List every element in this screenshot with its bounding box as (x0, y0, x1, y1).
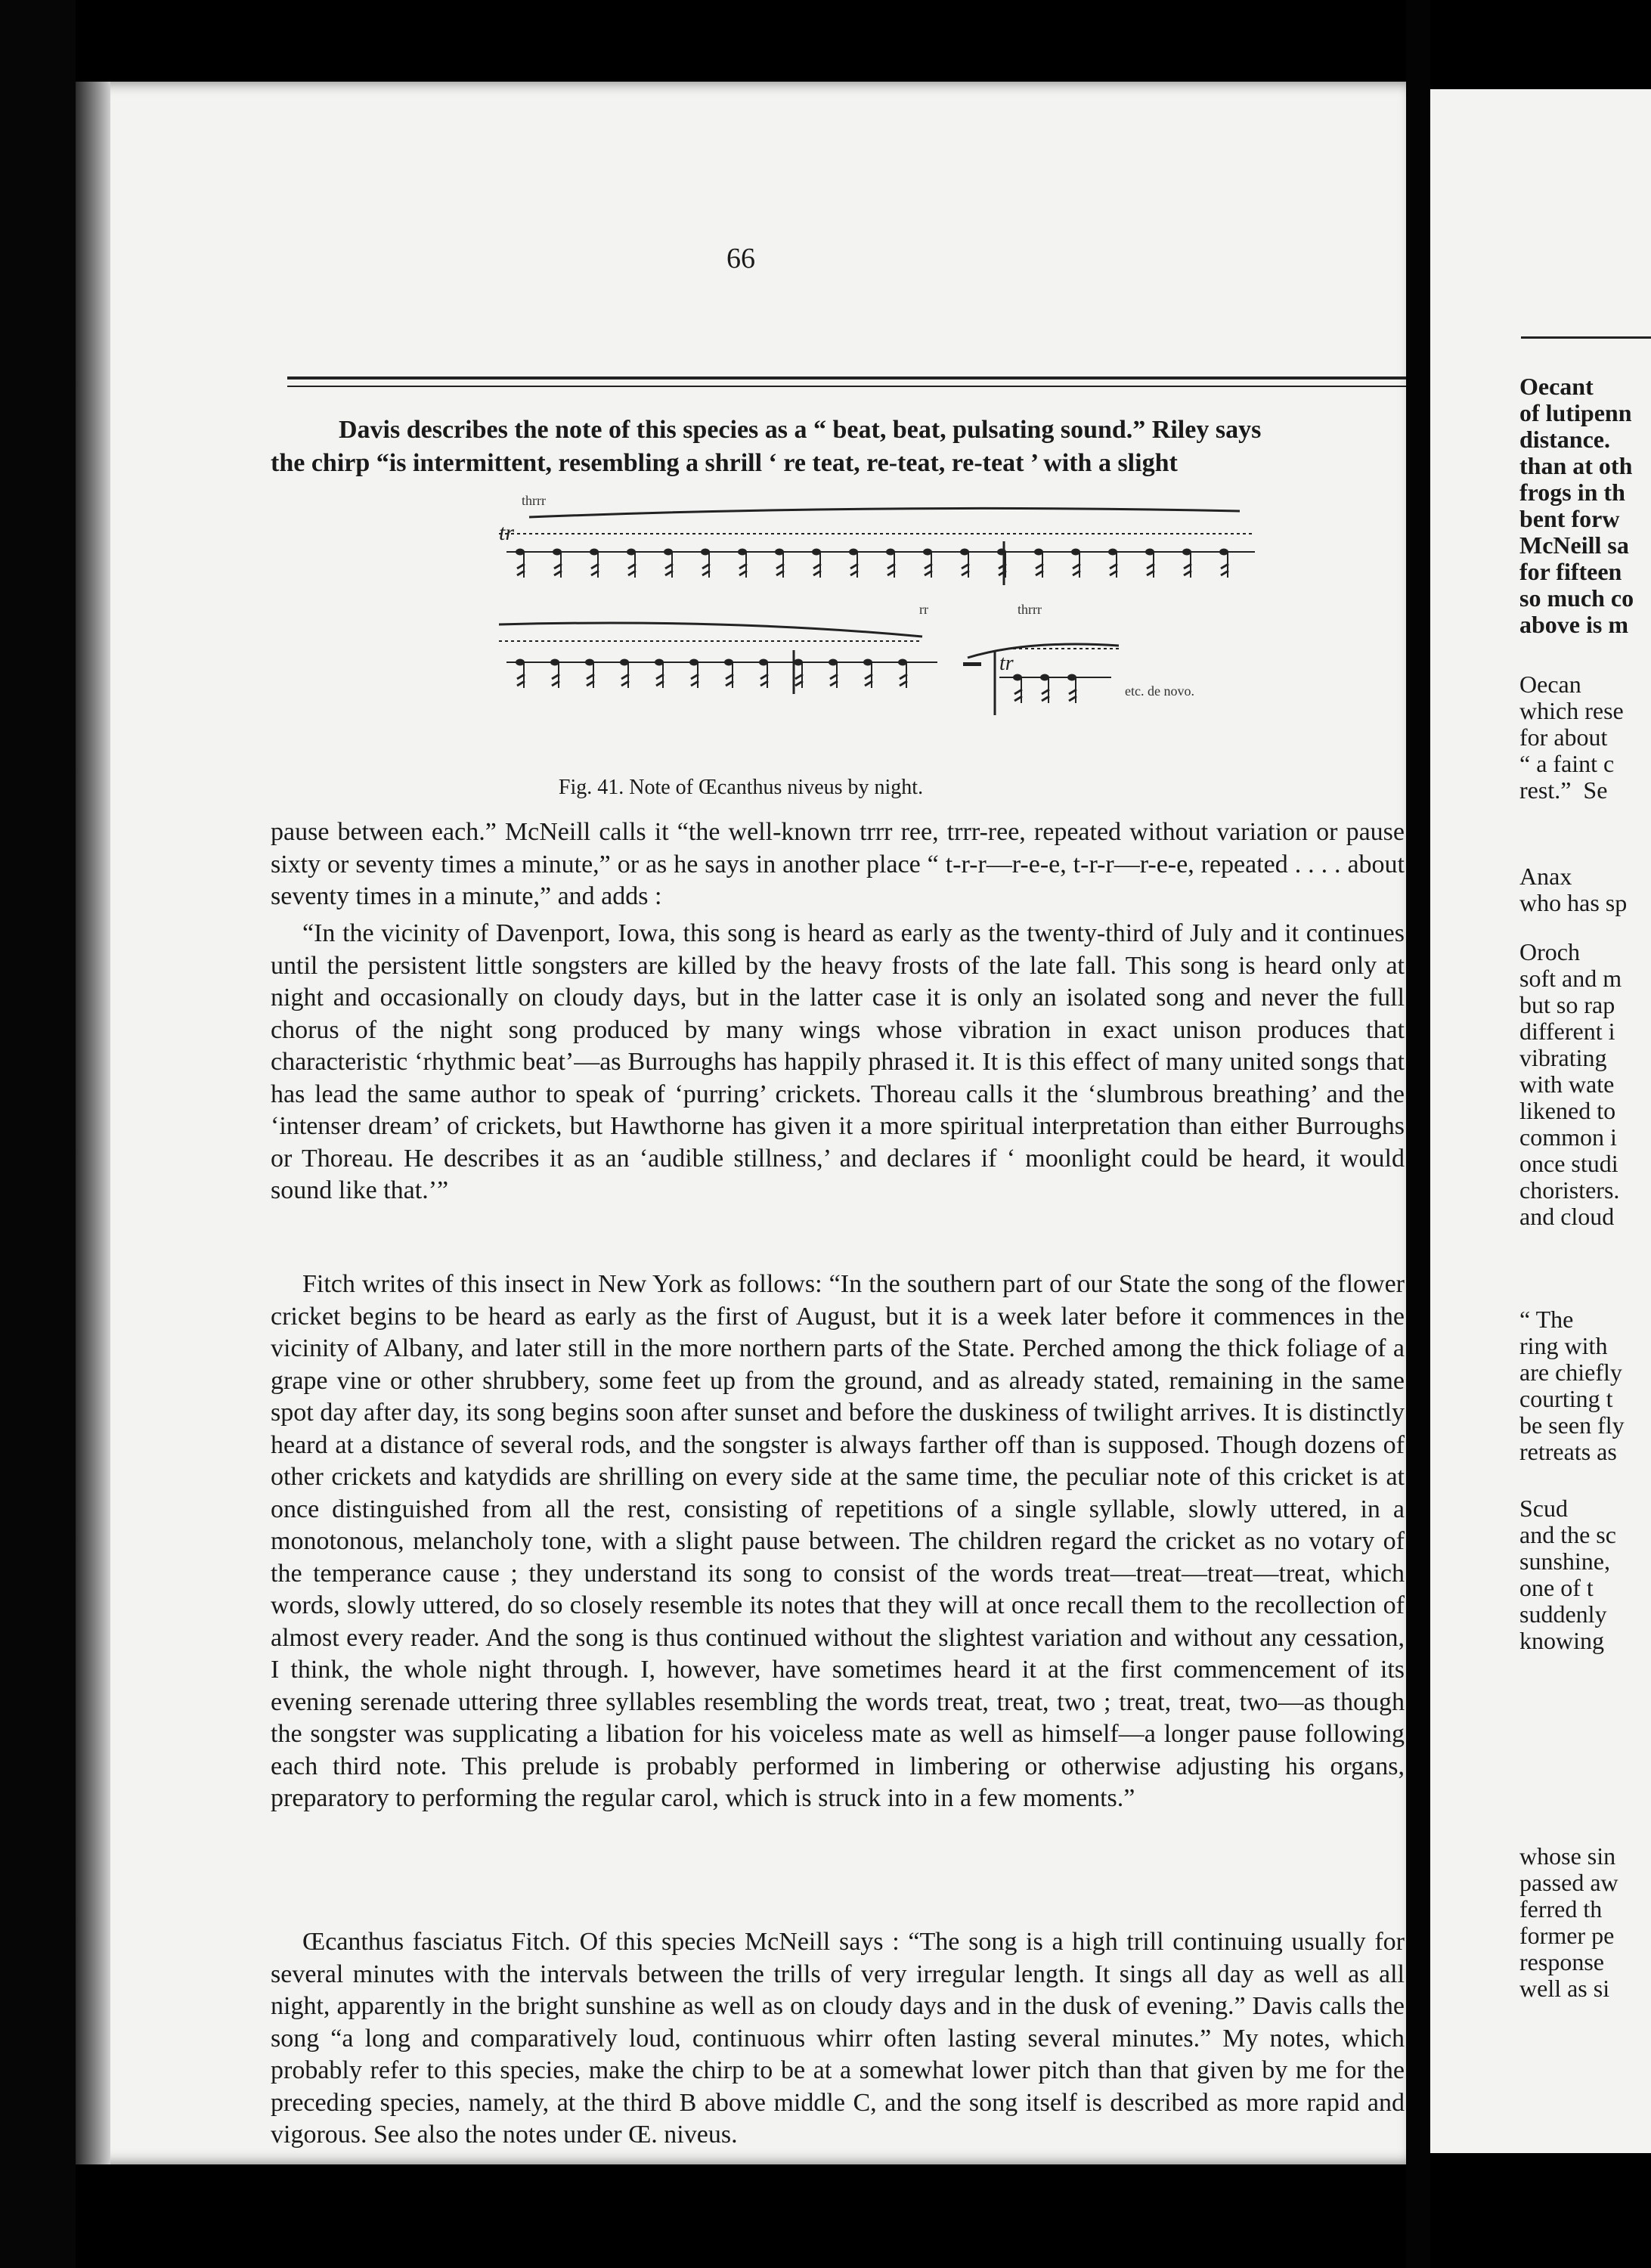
paragraph-2: “In the vicinity of Davenport, Iowa, this song is heard as early as the twenty-third of July and it continues until the persistent little songsters are killed by the heavy frosts of the late fall. This song is heard only at night and occasionally on cloudy days, but in the latter case it is only an isolated song and never the full chorus of the night song produced by many wings whose vibration in exact unison produces that characteristic ‘rhythmic beat’—as Burroughs has happily phrased it. It is this effect of many united songs that has lead the same author to speak of ‘purring’ crickets. Thoreau calls it the ‘slumbrous breathing’ and the ‘intenser dream’ of crickets, but Hawthorne has given it a more spiritual interpretation than either Burroughs or Thoreau. He describes it as an ‘audible stillness,’ and declares if ‘ moonlight could be heard, it would sound like that.’” (271, 919, 1405, 1204)
note (553, 549, 562, 578)
paragraph-1: pause between each.” McNeill calls it “the well-known trrr ree, trrr-ree, repeated without variation or pause sixty or seventy times a minute,” or as he says in another place “ t-r-r—r-e-e, t-r-r—r-e-e, repeated . . . . about seventy times in a minute,” and adds : (271, 818, 1405, 910)
note-row-2 (506, 650, 1111, 715)
note (923, 549, 932, 578)
right-block-4: Oroch soft and m but so rap different i vibrating with wate likened to common i once studi choristers. and cloud (1519, 938, 1622, 1230)
note (627, 549, 636, 578)
note (585, 659, 594, 689)
trill-slur-2 (499, 623, 922, 637)
note (516, 549, 525, 578)
note (689, 659, 698, 689)
note (701, 549, 710, 578)
musical-notation-figure (499, 488, 1330, 761)
note-row-1 (506, 541, 1255, 585)
book-spine-shadow (76, 82, 110, 2164)
right-block-1: Oecant of lutipenn distance. than at oth frogs in th bent forw McNeill sa for fifteen so much co above is m (1519, 373, 1634, 638)
intro-line-2: the chirp “is intermittent, resembling a shrill ‘ re teat, re-teat, re-teat ’ with a slight (271, 449, 1178, 477)
note (794, 659, 803, 689)
note (829, 659, 838, 689)
paragraph-3: Fitch writes of this insect in New York as follows: “In the southern part of our State the song of the flower cricket begins to be heard as early as the first of August, but it is a week later before it commences in the vicinity of Albany, and later still in the more northern parts of the State. Perched among the thick foliage of a grape vine or other shrubbery, some feet up from the ground, and as already stated, remaining in the same spot day after day, its song begins soon after sunset and before the duskiness of twilight arrives. It is distinctly heard at a distance of several rods, and the songster is always farther off than is supposed. Though dozens of other crickets and katydids are shrilling on every side at the same time, the peculiar note of this cricket is at once distinguished from all the rest, consisting of repetitions of a single syllable, slowly uttered, in a monotonous, melancholy tone, with a slight pause between. The children regard the cricket as no votary of the temperance cause ; they understand its song to consist of the words treat—treat—treat—treat, which words, slowly uttered, do so closely resemble its notes that they will at once recall them to the recollection of almost every reader. And the song is thus continued without the slightest variation and without any cessation, I think, the whole night through. I, however, have sometimes heard it at the first commencement of its evening serenade uttering three syllables resembling the words treat, treat, two ; treat, treat, two—as though the songster was supplicating a libation for his voiceless mate as well as himself—a longer pause following each third note. This prelude is probably performed in limbering or otherwise adjusting his organs, preparatory to performing the regular carol, which is struck into in a few moments.” (271, 1270, 1405, 1812)
scan-border (0, 0, 76, 2268)
right-page-partial (1430, 89, 1651, 2153)
trill-slur-3 (968, 644, 1119, 658)
note (550, 659, 559, 689)
header-rule-thick (287, 376, 1420, 380)
note (655, 659, 664, 689)
intro-line-1: Davis describes the note of this species as a “ beat, beat, pulsating sound.” Riley says (339, 416, 1262, 444)
right-block-6: Scud and the sc sunshine, one of t suddenly knowing (1519, 1495, 1616, 1654)
left-page (76, 82, 1406, 2164)
label-tr-1: tr (499, 520, 515, 545)
note (1067, 674, 1076, 704)
right-block-3: Anax who has sp (1519, 863, 1628, 916)
label-thrrr-1: thrrr (522, 493, 546, 508)
note (849, 549, 858, 578)
note (960, 549, 969, 578)
trill-slur-1 (529, 508, 1240, 517)
label-tr-2: tr (999, 652, 1014, 675)
header-rule-thin (287, 386, 1420, 387)
label-thrrr-2: thrrr (1018, 602, 1042, 617)
note (759, 659, 768, 689)
right-block-5: “ The ring with are chiefly courting t be seen fly retreats as (1519, 1306, 1625, 1465)
rest-mark (963, 662, 981, 666)
label-rr: rr (919, 602, 928, 617)
note (724, 659, 733, 689)
note (863, 659, 872, 689)
note (1040, 674, 1049, 704)
note (1013, 674, 1022, 704)
note (1108, 549, 1117, 578)
note (1219, 549, 1228, 578)
note (516, 659, 525, 689)
note (1071, 549, 1080, 578)
note (590, 549, 599, 578)
figure-caption: Fig. 41. Note of Œcanthus niveus by night. (558, 776, 924, 799)
note (1182, 549, 1191, 578)
right-header-rule (1521, 336, 1651, 339)
note (738, 549, 747, 578)
note (775, 549, 784, 578)
note (886, 549, 895, 578)
right-block-7: whose sin passed aw ferred th former pe response well as si (1519, 1842, 1618, 2002)
paragraph-4: Œcanthus fasciatus Fitch. Of this species McNeill says : “The song is a high trill continuing usually for several minutes with the intervals between the trills of very irregular length. It sings all day as well as all night, apparently in the bright sunshine as well as on cloudy days and in the dusk of evening.” Davis calls the song “a long and comparatively loud, continuous whirr often lasting several minutes.” My notes, which probably refer to this species, make the chirp to be at a somewhat lower pitch than that given by me for the preceding species, namely, at the third B above middle C, and the song itself is described as more rapid and vigorous. See also the notes under Œ. niveus. (271, 1928, 1405, 2149)
note (898, 659, 907, 689)
note (664, 549, 673, 578)
page-gutter (1406, 0, 1430, 2268)
note (620, 659, 629, 689)
note (812, 549, 821, 578)
right-block-2: Oecan which rese for about “ a faint c rest.” Se (1519, 671, 1624, 804)
note (1145, 549, 1154, 578)
label-da-capo: etc. de novo. (1125, 683, 1194, 699)
page-number: 66 (726, 243, 755, 274)
note (1034, 549, 1043, 578)
